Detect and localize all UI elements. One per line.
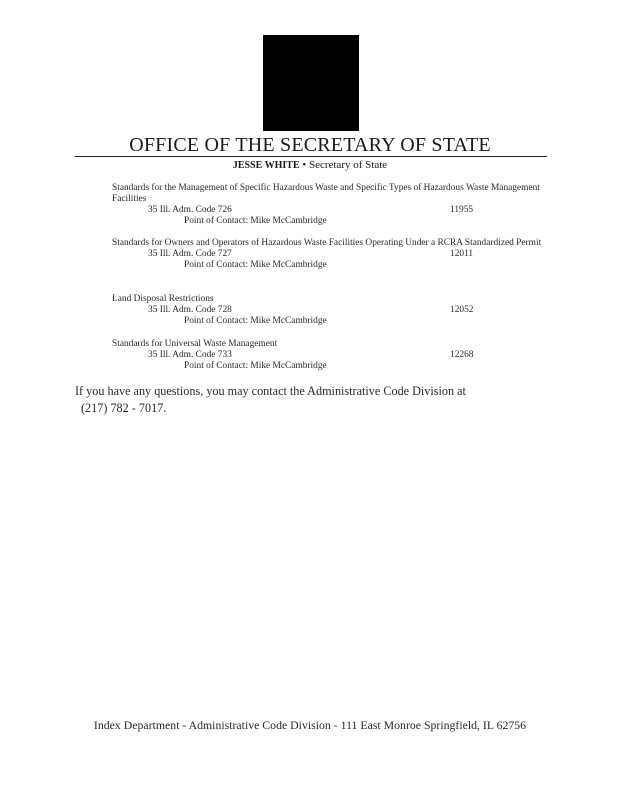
entry-code-row	[112, 249, 552, 260]
entry-code: 35 Ill. Adm. Code 728	[148, 305, 232, 315]
entry-title: Standards for the Management of Specific Hazardous Waste and Specific Types of Hazardous Waste Management Facilities	[112, 183, 540, 204]
state-seal-image	[263, 35, 359, 131]
entry-code-row	[112, 205, 552, 216]
rule-entry	[112, 339, 552, 372]
entry-page-number: 11955	[450, 205, 474, 215]
entry-contact: Point of Contact: Mike McCambridge	[184, 260, 327, 270]
bullet-separator: •	[302, 159, 307, 171]
entry-title: Land Disposal Restrictions	[112, 294, 214, 304]
office-title: OFFICE OF THE SECRETARY OF STATE	[129, 134, 491, 156]
entry-page-number: 12268	[450, 350, 474, 360]
entry-contact: Point of Contact: Mike McCambridge	[184, 316, 327, 326]
entry-code: 35 Ill. Adm. Code 727	[148, 249, 232, 259]
page-footer: Index Department - Administrative Code Division - 111 East Monroe Springfield, IL 62756	[93, 718, 527, 732]
entry-contact: Point of Contact: Mike McCambridge	[184, 216, 327, 226]
rule-entry	[112, 294, 552, 327]
entry-page-number: 12011	[450, 249, 474, 259]
entry-code-row	[112, 305, 552, 316]
entry-code: 35 Ill. Adm. Code 726	[148, 205, 232, 215]
entry-title: Standards for Owners and Operators of Hazardous Waste Facilities Operating Under a RCRA Standardized Permit	[112, 238, 542, 248]
secretary-line	[0, 158, 620, 173]
header-divider	[75, 156, 547, 157]
secretary-name: JESSE WHITE	[232, 160, 300, 171]
entry-page-number: 12052	[450, 305, 474, 315]
entry-contact: Point of Contact: Mike McCambridge	[184, 361, 327, 371]
rule-entry	[112, 183, 552, 227]
closing-line: If you have any questions, you may contact the Administrative Code Division at	[75, 384, 466, 398]
entry-code-row	[112, 350, 552, 361]
secretary-title: Secretary of State	[308, 159, 388, 171]
contact-phone: (217) 782 - 7017.	[81, 401, 167, 415]
closing-paragraph	[75, 383, 545, 417]
entry-title: Standards for Universal Waste Management	[112, 339, 278, 349]
entry-code: 35 Ill. Adm. Code 733	[148, 350, 232, 360]
rule-entry	[112, 238, 552, 271]
